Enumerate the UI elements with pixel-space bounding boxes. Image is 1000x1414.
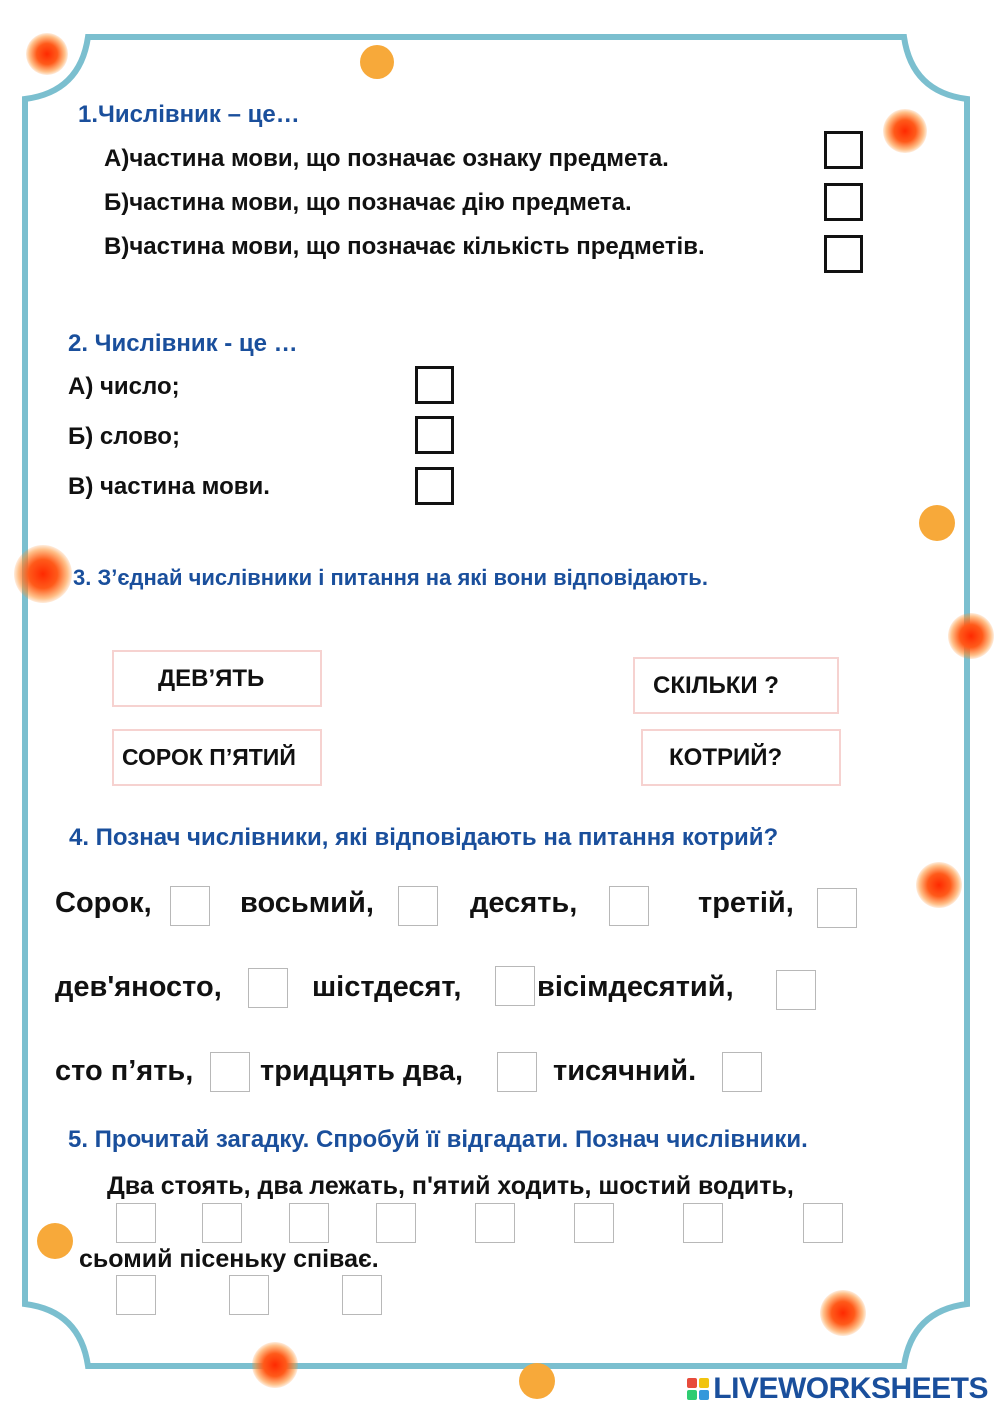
question-4-title: 4. Познач числівники, які відповідають на питання котрий? — [69, 824, 779, 851]
question-1-title: 1.Числівник – це… — [78, 101, 300, 128]
riddle-checkbox[interactable] — [289, 1203, 329, 1243]
decorative-dot — [360, 45, 394, 79]
decorative-dot — [37, 1223, 73, 1259]
numeral-word: сто п’ять, — [55, 1055, 194, 1087]
riddle-checkbox[interactable] — [116, 1275, 156, 1315]
numeral-checkbox[interactable] — [817, 888, 857, 928]
match-card-label: ДЕВ’ЯТЬ — [158, 664, 265, 692]
numeral-word: шістдесят, — [312, 971, 462, 1003]
match-card-label: СКІЛЬКИ ? — [653, 671, 779, 699]
numeral-checkbox[interactable] — [776, 970, 816, 1010]
decorative-dot — [252, 1342, 298, 1388]
decorative-dot — [519, 1363, 555, 1399]
decorative-dot — [883, 109, 927, 153]
numeral-checkbox[interactable] — [495, 966, 535, 1006]
match-card-label: СОРОК П’ЯТИЙ — [122, 744, 296, 770]
match-card-right-2[interactable] — [641, 729, 841, 786]
riddle-checkbox[interactable] — [574, 1203, 614, 1243]
question-2-option-a: А) число; — [68, 373, 180, 400]
numeral-word: третій, — [698, 887, 794, 919]
numeral-checkbox[interactable] — [398, 886, 438, 926]
question-1-checkbox-c[interactable] — [824, 235, 863, 273]
riddle-checkbox[interactable] — [475, 1203, 515, 1243]
numeral-checkbox[interactable] — [497, 1052, 537, 1092]
match-card-right-1[interactable] — [633, 657, 839, 714]
question-2-option-b: Б) слово; — [68, 423, 180, 450]
decorative-dot — [919, 505, 955, 541]
decorative-dot — [948, 613, 994, 659]
numeral-word: восьмий, — [240, 887, 374, 919]
question-2-title: 2. Числівник - це … — [68, 330, 298, 357]
question-1-option-b: Б)частина мови, що позначає дію предмета. — [104, 189, 632, 216]
question-5-title: 5. Прочитай загадку. Спробуй її відгадати. Познач числівники. — [68, 1126, 808, 1153]
question-1-option-a: А)частина мови, що позначає ознаку предмета. — [104, 145, 669, 172]
question-1-checkbox-b[interactable] — [824, 183, 863, 221]
riddle-checkbox[interactable] — [803, 1203, 843, 1243]
numeral-checkbox[interactable] — [609, 886, 649, 926]
numeral-word: тридцять два, — [260, 1055, 464, 1087]
numeral-checkbox[interactable] — [722, 1052, 762, 1092]
match-card-left-1[interactable] — [112, 650, 322, 707]
decorative-dot — [14, 545, 72, 603]
numeral-word: Сорок, — [55, 887, 152, 919]
decorative-dot — [916, 862, 962, 908]
numeral-word: дев'яносто, — [55, 971, 222, 1003]
question-1-option-c: В)частина мови, що позначає кількість предметів. — [104, 233, 705, 260]
question-2-checkbox-a[interactable] — [415, 366, 454, 404]
question-2-option-c: В) частина мови. — [68, 473, 270, 500]
decorative-dot — [820, 1290, 866, 1336]
numeral-checkbox[interactable] — [170, 886, 210, 926]
liveworksheets-logo — [687, 1372, 988, 1406]
riddle-checkbox[interactable] — [202, 1203, 242, 1243]
riddle-checkbox[interactable] — [342, 1275, 382, 1315]
riddle-checkbox[interactable] — [683, 1203, 723, 1243]
match-card-label: КОТРИЙ? — [669, 743, 783, 771]
riddle-line-1: Два стоять, два лежать, п'ятий ходить, шостий водить, — [107, 1172, 794, 1200]
numeral-checkbox[interactable] — [210, 1052, 250, 1092]
question-2-checkbox-c[interactable] — [415, 467, 454, 505]
liveworksheets-icon — [687, 1378, 709, 1400]
numeral-checkbox[interactable] — [248, 968, 288, 1008]
riddle-checkbox[interactable] — [116, 1203, 156, 1243]
riddle-checkbox[interactable] — [376, 1203, 416, 1243]
question-1-checkbox-a[interactable] — [824, 131, 863, 169]
numeral-word: вісімдесятий, — [537, 971, 734, 1003]
question-2-checkbox-b[interactable] — [415, 416, 454, 454]
numeral-word: тисячний. — [553, 1055, 697, 1087]
numeral-word: десять, — [470, 887, 578, 919]
question-3-title: 3. З’єднай числівники і питання на які вони відповідають. — [73, 565, 708, 590]
decorative-dot — [26, 33, 68, 75]
brand-name: LIVEWORKSHEETS — [713, 1372, 988, 1405]
riddle-checkbox[interactable] — [229, 1275, 269, 1315]
match-card-left-2[interactable] — [112, 729, 322, 786]
riddle-line-2: сьомий пісеньку співає. — [79, 1245, 379, 1273]
